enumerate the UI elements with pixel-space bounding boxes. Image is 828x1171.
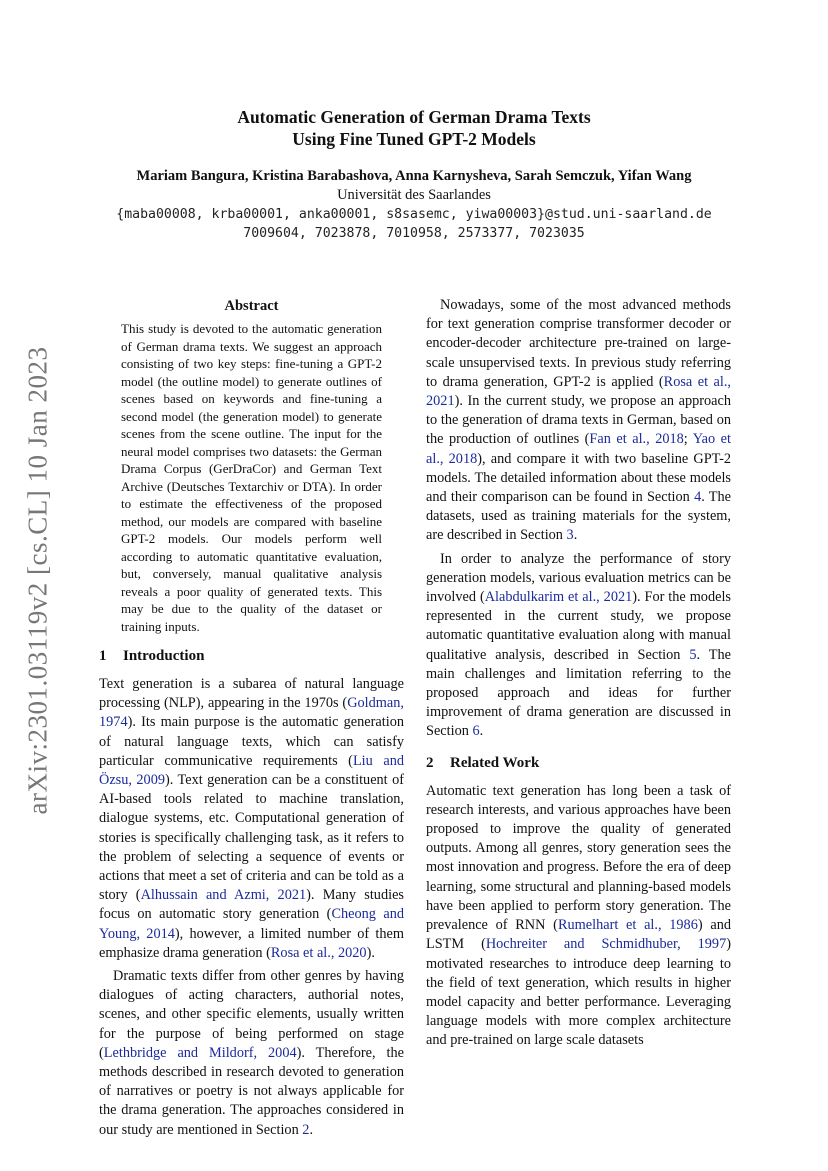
section-title: Introduction — [123, 648, 205, 664]
section-title: Related Work — [450, 754, 540, 771]
abstract-text: This study is devoted to the automatic generation of German drama texts. We suggest an approach consisting of two key steps: fine-tuning a GPT-2 model (the outline model) to generate outlines of scenes based on keywords and fine-tuning a second model (the generation model) to generate scenes from the scene outline. The input for the neural model comprises two datasets: the German Drama Corpus (GerDraCor) and German Text Archive (Deutsches Textarchiv or DTA). In order to estimate the effectiveness of the proposed method, our models are compared with baseline GPT-2 models. Our models perform well according to automatic quantitative evaluation, but, conversely, manual qualitative analysis reveals a poor quality of generated texts. This may be due to the quality of the dataset or training inputs. — [121, 321, 382, 634]
paper-title — [0, 106, 828, 150]
citation-link[interactable]: Lethbridge and Mildorf, 2004 — [103, 1044, 297, 1061]
citation-link[interactable]: Rumelhart et al., 1986 — [557, 917, 698, 934]
author-emails: {maba00008, krba00001, anka00001, s8sasemc, yiwa00003}@stud.uni-saarland.de — [116, 207, 712, 222]
citation-link[interactable]: Yao et al., 2018 — [426, 431, 731, 467]
section-reference-link[interactable]: 2 — [302, 1121, 310, 1138]
author-list: Mariam Bangura, Kristina Barabashova, Anna Karnysheva, Sarah Semczuk, Yifan Wang — [136, 168, 692, 184]
intro-paragraph-4: In order to analyze the performance of story generation models, various evaluation metrics can be involved (Alabdulkarim et al., 2021). For the models represented in the current study, we propose automatic quantitative evaluation along with manual qualitative analysis, described in Section 5. The main challenges and limitation referring to the proposed approach and ideas for further improvement of drama generation are discussed in Section 6. — [426, 550, 731, 740]
section-heading-introduction — [99, 646, 404, 666]
citation-link[interactable]: Rosa et al., 2021 — [426, 373, 732, 410]
section-heading-related-work — [426, 753, 731, 773]
section-reference-link[interactable]: 6 — [472, 723, 480, 740]
left-column — [99, 296, 404, 1140]
citation-link[interactable]: Rosa et al., 2020 — [270, 944, 367, 961]
citation-link[interactable]: Fan et al., 2018 — [589, 431, 684, 448]
citation-link[interactable]: Alabdulkarim et al., 2021 — [484, 589, 633, 606]
affiliation: Universität des Saarlandes — [337, 187, 491, 203]
title-line-1: Automatic Generation of German Drama Texts — [237, 107, 591, 127]
citation-link[interactable]: Goldman, 1974 — [99, 695, 404, 731]
citation-link[interactable]: Alhussain and Azmi, 2021 — [140, 887, 307, 904]
citation-link[interactable]: Hochreiter and Schmidhuber, 1997 — [485, 936, 727, 953]
author-ids: 7009604, 7023878, 7010958, 2573377, 7023035 — [243, 226, 585, 241]
abstract-body — [99, 320, 404, 635]
section-reference-link[interactable]: 4 — [694, 489, 702, 506]
section-reference-link[interactable]: 3 — [566, 527, 574, 544]
arxiv-identifier: arXiv:2301.03119v2 [cs.CL] 10 Jan 2023 — [22, 346, 53, 814]
citation-link[interactable]: Cheong and Young, 2014 — [99, 906, 404, 942]
right-column — [426, 296, 731, 1051]
section-number: 1 — [99, 648, 107, 664]
title-line-2: Using Fine Tuned GPT-2 Models — [292, 129, 536, 149]
intro-paragraph-1: Text generation is a subarea of natural language processing (NLP), appearing in the 1970s (Goldman, 1974). Its main purpose is the automatic generation of natural language texts, which can satisfy particular communicative requirements (Liu and Özsu, 2009). Text generation can be a constituent of AI-based tools related to machine translation, dialogue systems, etc. Computational generation of stories is specifically challenging task, as it refers to the problem of selecting a sequence of events or actions that meet a set of criteria and can be told as a story (Alhussain and Azmi, 2021). Many studies focus on automatic story generation (Cheong and Young, 2014), however, a limited number of them emphasize drama generation (Rosa et al., 2020). — [99, 676, 405, 961]
arxiv-stamp — [18, 300, 58, 860]
paper-header — [0, 106, 828, 243]
section-number: 2 — [426, 754, 434, 771]
section-reference-link[interactable]: 5 — [689, 646, 697, 663]
citation-link[interactable]: Liu and Özsu, 2009 — [99, 752, 404, 789]
intro-paragraph-3: Nowadays, some of the most advanced methods for text generation comprise transformer decoder or encoder-decoder architecture pre-trained on large-scale unsupervised texts. In previous study referring to drama generation, GPT-2 is applied (Rosa et al., 2021). In the current study, we propose an approach to the generation of drama texts in German, based on the production of outlines (Fan et al., 2018; Yao et al., 2018), and compare it with two baseline GPT-2 models. The detailed information about these models and their comparison can be found in Section 4. The datasets, used as training materials for the system, are described in Section 3. — [426, 297, 732, 544]
abstract-heading: Abstract — [224, 298, 279, 314]
related-work-paragraph-1: Automatic text generation has long been a task of research interests, and various approaches have been proposed to improve the quality of generated outputs. Among all genres, story generation sees the most innovation and progress. Before the era of deep learning, some structural and planning-based models have been applied to perform story generation. The prevalence of RNN (Rumelhart et al., 1986) and LSTM (Hochreiter and Schmidhuber, 1997) motivated researches to introduce deep learning to the field of text generation, which results in higher model capacity and better performance. Leveraging language models with more complex architecture and pre-trained on large scale datasets — [426, 782, 731, 1049]
intro-paragraph-2: Dramatic texts differ from other genres by having dialogues of acting characters, authorial notes, scenes, and other specific elements, usually written for the purpose of being performed on stage (Lethbridge and Mildorf, 2004). Therefore, the methods described in research devoted to generation of narratives or poetry is not always applicable for the drama generation. The approaches considered in our study are mentioned in Section 2. — [99, 968, 404, 1138]
